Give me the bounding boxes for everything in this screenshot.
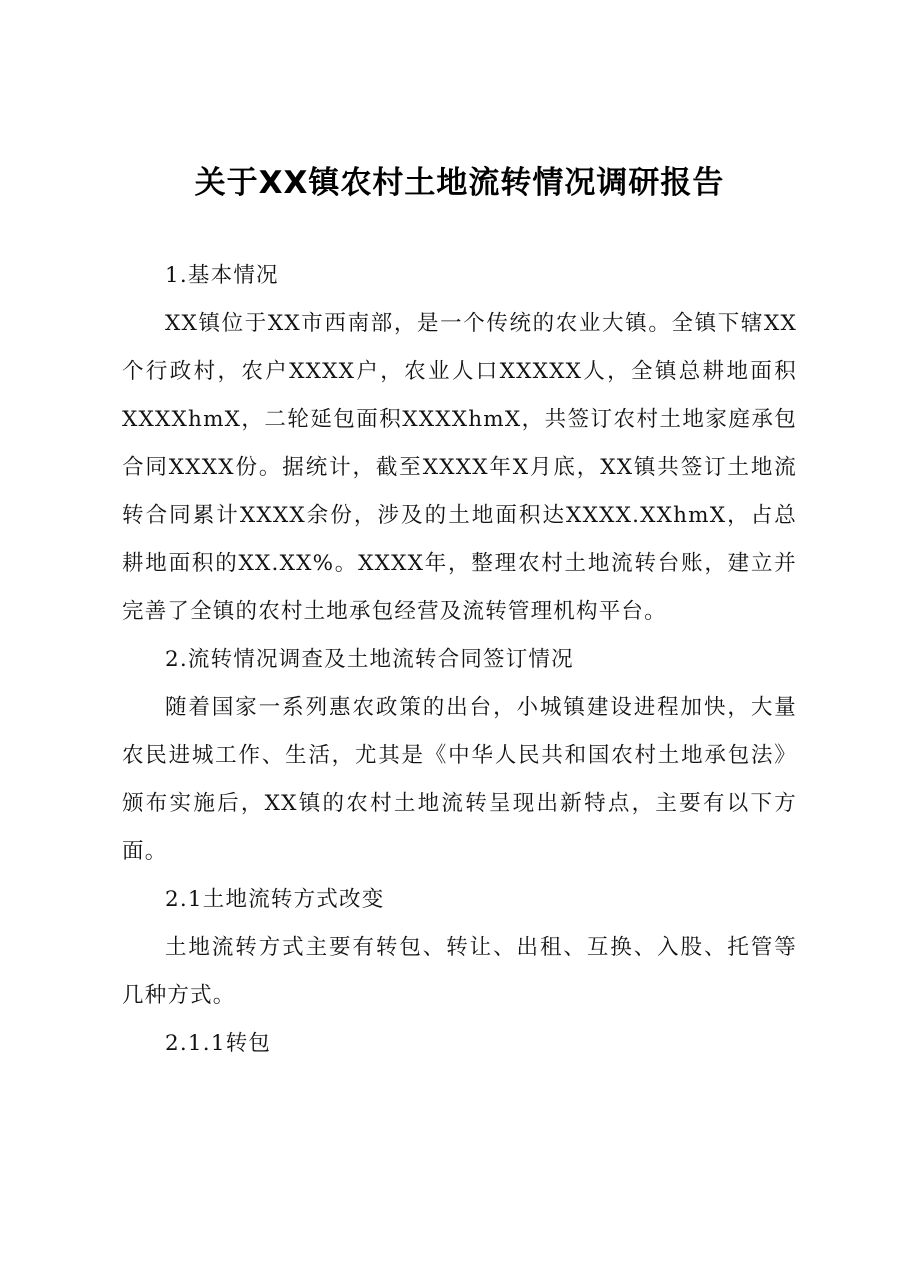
document-title: 关于XX镇农村土地流转情况调研报告 xyxy=(194,165,725,201)
section-heading-basic-situation: 1.基本情况 xyxy=(165,263,279,288)
document-body xyxy=(122,252,797,1068)
paragraph-transfer-survey: 随着国家一系列惠农政策的出台，小城镇建设进程加快，大量农民进城工作、生活，尤其是《中华人民共和国农村土地承包法》颁布实施后，XX镇的农村土地流转呈现出新特点，主要有以下方面。 xyxy=(122,695,797,864)
subsection-heading-transfer-methods: 2.1土地流转方式改变 xyxy=(165,887,385,912)
subsubsection-heading-subcontract: 2.1.1转包 xyxy=(165,1031,272,1056)
paragraph-basic-situation: XX镇位于XX市西南部，是一个传统的农业大镇。全镇下辖XX个行政村，农户XXXX户，农业人口XXXXX人，全镇总耕地面积XXXXhmX，二轮延包面积XXXXhmX，共签订农村土地家庭承包合同XXXX份。据统计，截至XXXX年X月底，XX镇共签订土地流转合同累计XXXX余份，涉及的土地面积达XXXX.XXhmX，占总耕地面积的XX.XX%。XXXX年，整理农村土地流转台账，建立并完善了全镇的农村土地承包经营及流转管理机构平台。 xyxy=(122,311,797,624)
paragraph-transfer-methods: 土地流转方式主要有转包、转让、出租、互换、入股、托管等几种方式。 xyxy=(122,935,797,1008)
section-heading-transfer-survey: 2.流转情况调查及土地流转合同签订情况 xyxy=(165,647,574,672)
